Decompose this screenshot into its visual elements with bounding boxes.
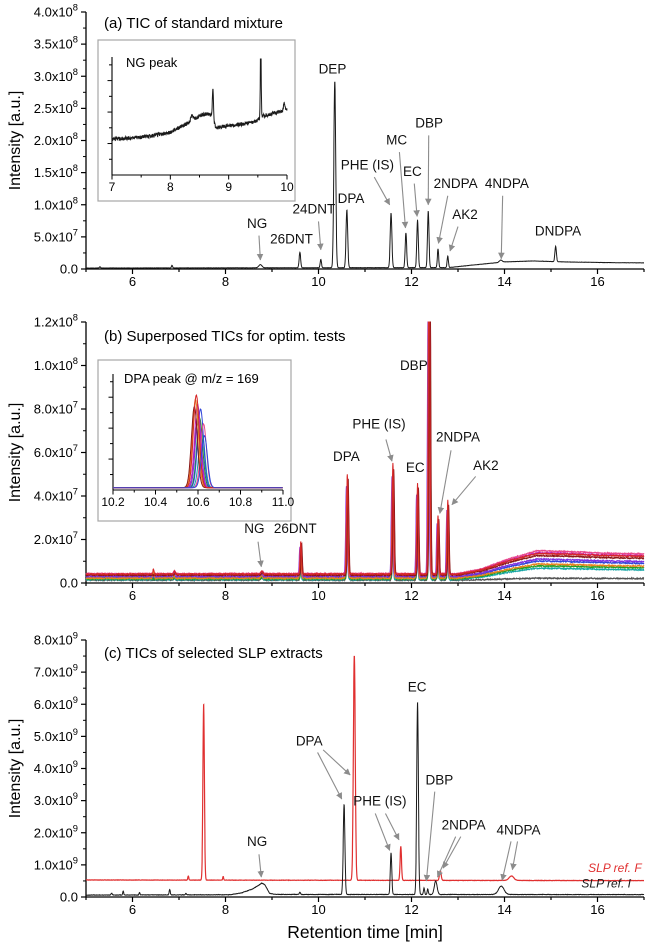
peak-label-2ndpa: 2NDPA bbox=[433, 176, 478, 192]
peak-label-dep: DEP bbox=[318, 61, 347, 77]
y-ticks-b bbox=[34, 313, 86, 591]
peak-label-ng: NG bbox=[244, 520, 265, 536]
peak-arrow bbox=[318, 752, 342, 799]
x-tick-label: 16 bbox=[590, 588, 605, 603]
x-tick-label: 14 bbox=[497, 588, 512, 603]
peak-label-ec: EC bbox=[403, 163, 422, 179]
x-tick-label: 16 bbox=[590, 274, 605, 289]
peak-label-dbp: DBP bbox=[425, 772, 454, 788]
x-tick-label: 10 bbox=[311, 902, 326, 917]
x-tick-label: 8 bbox=[221, 902, 230, 917]
peak-label-dpa: DPA bbox=[337, 190, 365, 206]
x-tick-label: 12 bbox=[404, 902, 419, 917]
peak-arrow bbox=[512, 841, 517, 869]
peak-label-ak2: AK2 bbox=[473, 457, 499, 473]
peak-label-4ndpa: 4NDPA bbox=[496, 822, 541, 838]
x-ticks-a bbox=[86, 269, 644, 289]
peak-arrow bbox=[438, 837, 456, 877]
x-tick-label: 8 bbox=[221, 588, 230, 603]
peak-label-2ndpa: 2NDPA bbox=[435, 429, 481, 445]
x-tick-label: 14 bbox=[497, 902, 512, 917]
x-tick-label: 8 bbox=[221, 274, 230, 289]
trace-label-slp-ref-f: SLP ref. F bbox=[588, 860, 642, 875]
y-tick-label: $1.0x10^8$ bbox=[33, 356, 78, 373]
peak-arrow bbox=[502, 841, 511, 880]
y-tick-label: $1.2x10^8$ bbox=[33, 312, 78, 330]
inset-x-tick-label: 10.4 bbox=[143, 495, 168, 509]
peak-arrow bbox=[443, 837, 461, 868]
inset-label-b: DPA peak @ m/z = 169 bbox=[124, 371, 259, 386]
y-tick-label: $5.0x10^7$ bbox=[33, 227, 78, 245]
peak-arrow bbox=[426, 792, 434, 881]
peak-label-ak2: AK2 bbox=[452, 206, 478, 222]
y-axis-title-a: Intensity [a.u.] bbox=[7, 90, 24, 191]
y-tick-label: $2.0x10^7$ bbox=[33, 530, 78, 547]
inset-x-tick-label: 10 bbox=[280, 180, 294, 194]
inset-x-tick-label: 10.6 bbox=[186, 495, 210, 509]
inset-label-a: NG peak bbox=[126, 55, 178, 70]
y-tick-label: $6.0x10^9$ bbox=[33, 694, 78, 712]
y-tick-label: $8.0x10^9$ bbox=[33, 630, 78, 648]
x-tick-label: 6 bbox=[128, 902, 137, 917]
trace-slp-ref-f bbox=[86, 657, 644, 881]
y-axis-title-c: Intensity [a.u.] bbox=[7, 718, 24, 819]
peak-arrow bbox=[374, 177, 389, 205]
x-tick-label: 10 bbox=[311, 274, 326, 289]
peak-arrow bbox=[438, 196, 447, 244]
peak-label-dbp: DBP bbox=[415, 115, 444, 131]
y-tick-label: 0.0 bbox=[59, 575, 78, 591]
peak-arrow bbox=[385, 813, 398, 839]
y-tick-label: $1.5x10^8$ bbox=[33, 163, 78, 181]
peak-labels-a bbox=[247, 62, 581, 260]
y-tick-label: $3.5x10^8$ bbox=[33, 34, 78, 52]
peak-label-phe-is-: PHE (IS) bbox=[353, 793, 407, 809]
peak-label-24dnt: 24DNT bbox=[292, 201, 336, 217]
peak-arrow bbox=[450, 227, 458, 251]
y-tick-label: $1.0x10^9$ bbox=[33, 855, 78, 873]
y-tick-label: 0.0 bbox=[59, 889, 78, 905]
peak-label-dbp: DBP bbox=[399, 357, 428, 373]
y-ticks-c bbox=[34, 631, 86, 905]
x-tick-label: 16 bbox=[590, 902, 605, 917]
x-axis-title: Retention time [min] bbox=[287, 922, 443, 942]
y-tick-label: $4.0x10^7$ bbox=[33, 486, 78, 504]
y-axis-title-b: Intensity [a.u.] bbox=[7, 402, 24, 503]
y-tick-label: $7.0x10^9$ bbox=[33, 662, 78, 680]
inset-x-tick-label: 11.0 bbox=[271, 495, 295, 509]
inset-b bbox=[98, 360, 295, 521]
y-tick-label: $6.0x10^7$ bbox=[33, 443, 78, 460]
panel-a bbox=[7, 3, 644, 290]
peak-label-ng: NG bbox=[246, 834, 268, 850]
y-tick-label: $1.0x10^8$ bbox=[33, 195, 78, 213]
axes-c bbox=[86, 640, 644, 897]
panel-b bbox=[7, 313, 644, 604]
peak-arrow bbox=[386, 439, 392, 461]
peak-label-4ndpa: 4NDPA bbox=[484, 176, 529, 192]
peak-arrow bbox=[259, 236, 260, 260]
x-tick-label: 6 bbox=[128, 274, 137, 289]
y-tick-label: $5.0x10^9$ bbox=[33, 726, 78, 744]
peak-labels-c bbox=[247, 679, 540, 881]
y-tick-label: $2.5x10^8$ bbox=[33, 98, 78, 116]
inset-x-tick-label: 8 bbox=[166, 180, 174, 194]
inset-x-tick-label: 10.2 bbox=[101, 495, 125, 509]
x-ticks-b bbox=[86, 583, 644, 603]
panel-title-a: (a) TIC of standard mixture bbox=[104, 15, 283, 32]
y-tick-label: 0.0 bbox=[59, 261, 78, 277]
x-tick-label: 10 bbox=[311, 588, 326, 603]
inset-x-tick-label: 10.8 bbox=[228, 495, 253, 509]
peak-arrow bbox=[414, 184, 417, 217]
y-ticks-a bbox=[34, 3, 86, 277]
peak-label-dndpa: DNDPA bbox=[534, 223, 582, 239]
peak-label-dpa: DPA bbox=[295, 733, 323, 749]
peak-arrow bbox=[452, 476, 476, 504]
panel-c bbox=[7, 631, 644, 943]
traces-c bbox=[86, 657, 644, 896]
peak-label-ng: NG bbox=[246, 215, 268, 231]
peak-label-2ndpa: 2NDPA bbox=[441, 817, 486, 833]
y-tick-label: $2.0x10^9$ bbox=[33, 823, 78, 841]
x-ticks-c bbox=[86, 897, 644, 917]
peak-arrow bbox=[258, 542, 261, 567]
y-tick-label: $3.0x10^8$ bbox=[33, 66, 78, 84]
peak-label-phe-is-: PHE (IS) bbox=[340, 157, 394, 173]
x-tick-label: 14 bbox=[497, 274, 512, 289]
inset-a bbox=[98, 40, 295, 201]
peak-label-26dnt: 26DNT bbox=[273, 520, 317, 536]
y-tick-label: $4.0x10^9$ bbox=[33, 759, 78, 776]
y-tick-label: $2.0x10^8$ bbox=[33, 131, 78, 148]
peak-label-26dnt: 26DNT bbox=[270, 231, 313, 247]
peak-arrow bbox=[259, 854, 261, 877]
y-tick-label: $3.0x10^9$ bbox=[33, 791, 78, 809]
inset-x-tick-label: 7 bbox=[108, 180, 116, 194]
panel-title-c: (c) TICs of selected SLP extracts bbox=[104, 645, 323, 662]
peak-label-ec: EC bbox=[407, 679, 427, 695]
x-tick-label: 12 bbox=[404, 588, 419, 603]
y-tick-label: $8.0x10^7$ bbox=[33, 399, 78, 417]
x-tick-label: 12 bbox=[404, 274, 419, 289]
peak-arrow bbox=[501, 196, 502, 259]
x-tick-label: 6 bbox=[128, 588, 137, 603]
peak-arrow bbox=[319, 221, 321, 249]
peak-arrow bbox=[440, 450, 451, 513]
peak-label-dpa: DPA bbox=[333, 449, 360, 465]
panel-title-b: (b) Superposed TICs for optim. tests bbox=[104, 328, 346, 345]
inset-x-tick-label: 9 bbox=[225, 180, 233, 194]
peak-label-mc: MC bbox=[386, 132, 408, 148]
y-tick-label: $4.0x10^8$ bbox=[33, 2, 78, 20]
trace-label-slp-ref-i: SLP ref. I bbox=[581, 876, 631, 891]
peak-arrow bbox=[375, 813, 389, 850]
peak-label-phe-is-: PHE (IS) bbox=[352, 416, 406, 432]
peak-label-ec: EC bbox=[405, 460, 425, 476]
